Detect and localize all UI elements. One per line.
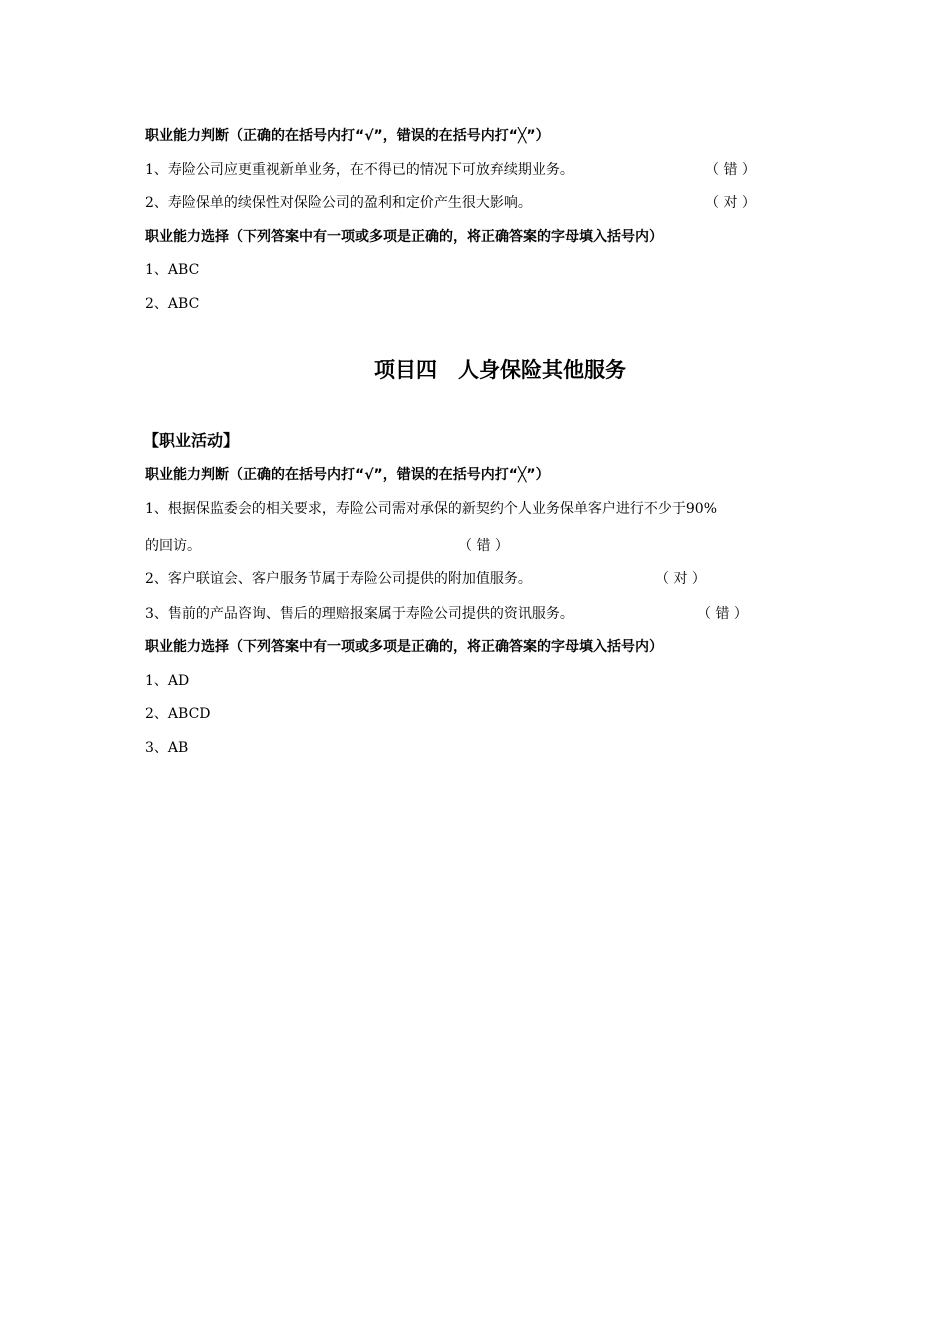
section2-judge-item-1-line-1: 1、根据保监委会的相关要求，寿险公司需对承保的新契约个人业务保单客户进行不少于90% [145, 501, 718, 517]
project-title: 项目四 人身保险其他服务 [374, 358, 626, 382]
section1-judge-item-2: 2、寿险保单的续保性对保险公司的盈利和定价产生很大影响。 [145, 195, 532, 211]
section1-judge-item-2-answer: （ 对 ） [705, 195, 756, 211]
section2-judge-item-1-line-2: 的回访。 [145, 538, 201, 554]
section2-choice-heading: 职业能力选择（下列答案中有一项或多项是正确的，将正确答案的字母填入括号内） [145, 639, 663, 655]
section1-judge-item-1-answer: （ 错 ） [705, 162, 756, 178]
section1-judge-heading: 职业能力判断（正确的在括号内打“√”，错误的在括号内打“╳”） [145, 128, 550, 144]
section1-choice-item-2: 2、ABC [145, 296, 200, 312]
section1-judge-item-1: 1、寿险公司应更重视新单业务，在不得已的情况下可放弃续期业务。 [145, 162, 574, 178]
section2-choice-item-1: 1、AD [145, 673, 190, 689]
section2-judge-heading: 职业能力判断（正确的在括号内打“√”，错误的在括号内打“╳”） [145, 467, 550, 483]
section2-choice-item-3: 3、AB [145, 740, 189, 756]
section2-judge-item-3-answer: （ 错 ） [697, 606, 748, 622]
section1-choice-item-1: 1、ABC [145, 262, 200, 278]
section2-choice-item-2: 2、ABCD [145, 706, 211, 722]
section2-judge-item-2: 2、客户联谊会、客户服务节属于寿险公司提供的附加值服务。 [145, 571, 532, 587]
section2-judge-item-3: 3、售前的产品咨询、售后的理赔报案属于寿险公司提供的资讯服务。 [145, 606, 574, 622]
activity-label: 【职业活动】 [143, 431, 240, 450]
section2-judge-item-2-answer: （ 对 ） [655, 571, 706, 587]
section2-judge-item-1-answer: （ 错 ） [458, 538, 509, 554]
section1-choice-heading: 职业能力选择（下列答案中有一项或多项是正确的，将正确答案的字母填入括号内） [145, 229, 663, 245]
